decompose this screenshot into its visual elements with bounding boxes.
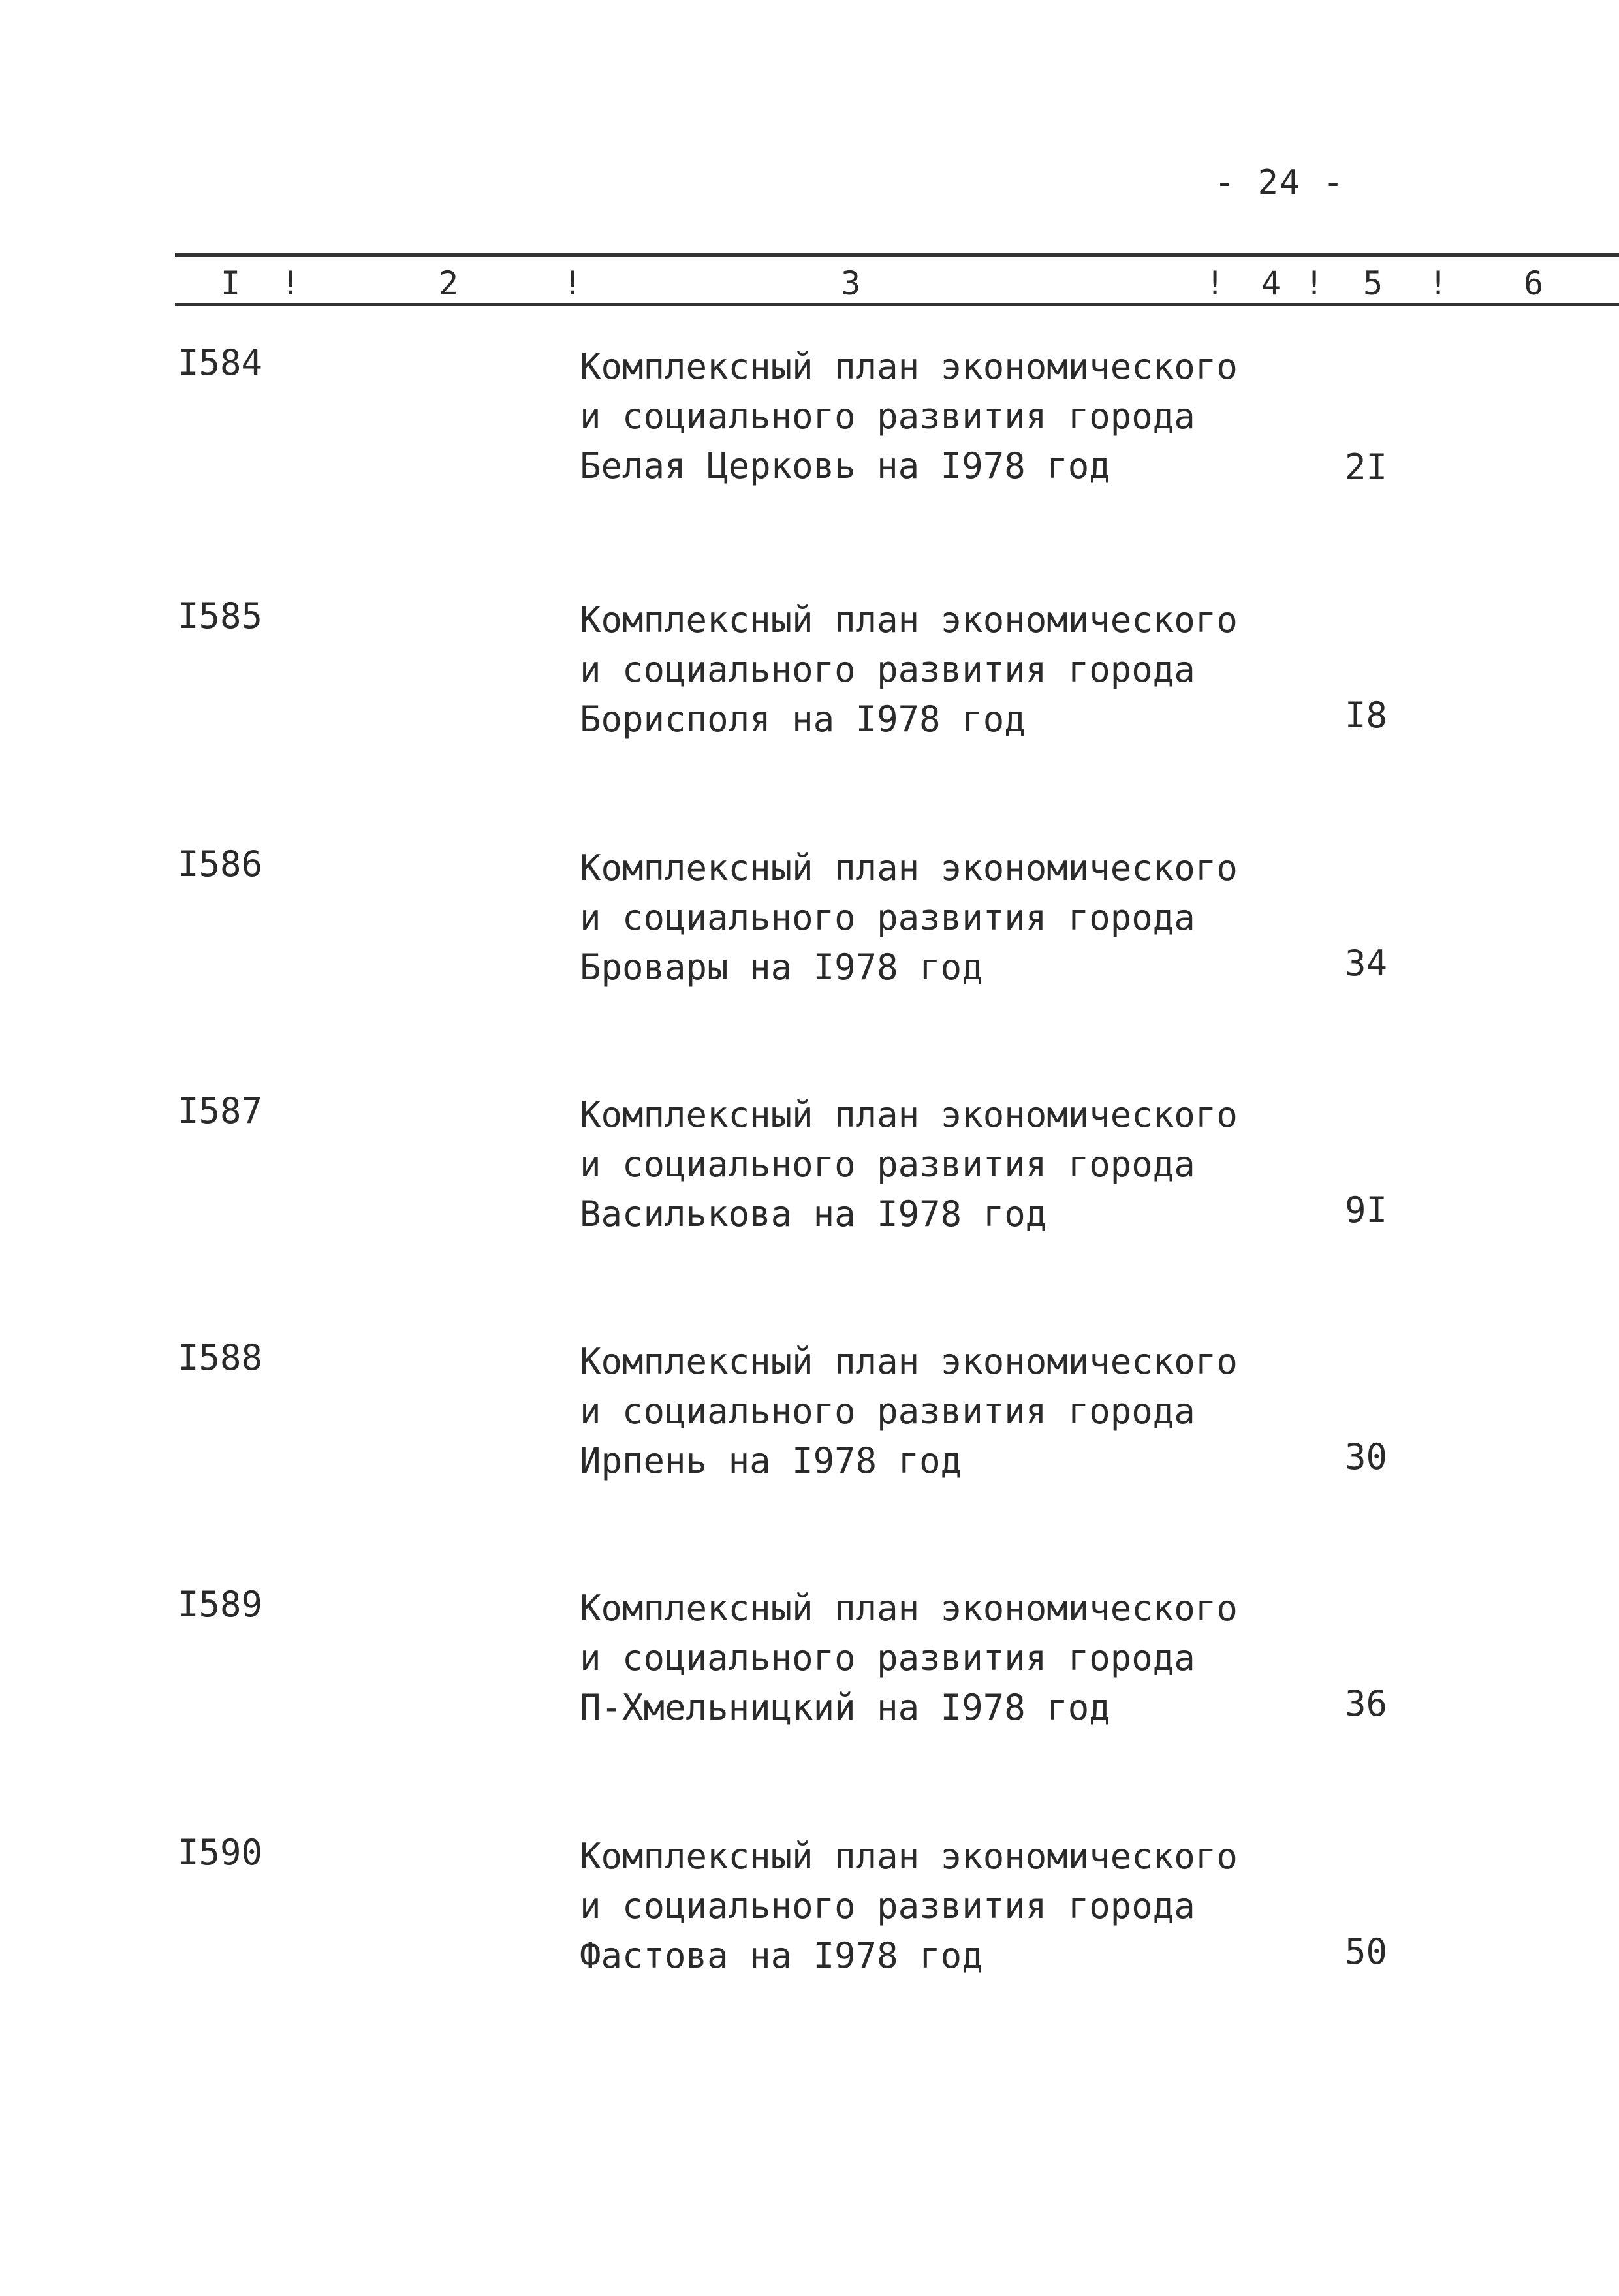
entry-number: I589	[178, 1584, 263, 1625]
header-separator: !	[281, 264, 301, 302]
entry-title-line: Комплексный план экономического	[580, 599, 1238, 640]
entry-title-line: Бровары на I978 год	[580, 947, 983, 988]
entry-sheet-count: 36	[1345, 1683, 1388, 1724]
header-separator: !	[1304, 264, 1325, 302]
header-col-5: 5	[1363, 264, 1383, 302]
entry-title-line: Комплексный план экономического	[580, 1588, 1238, 1629]
entry-title	[580, 342, 1238, 491]
entry-number: I584	[178, 342, 263, 383]
entry-title-line: и социального развития города	[580, 897, 1195, 938]
entry-number: I590	[178, 1832, 263, 1873]
entry-title-line: Комплексный план экономического	[580, 346, 1238, 387]
header-separator: !	[1428, 264, 1449, 302]
header-separator: !	[1205, 264, 1225, 302]
entry-title	[580, 1832, 1238, 1981]
header-col-6: 6	[1524, 264, 1544, 302]
entry-sheet-count: I8	[1345, 695, 1388, 736]
table-header-bottom-rule	[175, 303, 1619, 306]
entry-title-line: и социального развития города	[580, 1637, 1195, 1678]
entry-title-line: и социального развития города	[580, 396, 1195, 437]
header-col-2: 2	[439, 264, 459, 302]
table-top-rule	[175, 253, 1619, 257]
entry-number: I586	[178, 843, 263, 885]
entry-title-line: Василькова на I978 год	[580, 1193, 1047, 1234]
entry-number: I585	[178, 595, 263, 637]
entry-title-line: Фастова на I978 год	[580, 1935, 983, 1976]
entry-title-line: Белая Церковь на I978 год	[580, 445, 1110, 486]
entry-title-line: Ирпень на I978 год	[580, 1440, 962, 1481]
entry-sheet-count: 9I	[1345, 1189, 1388, 1231]
entry-title	[580, 595, 1238, 744]
entry-title-line: Комплексный план экономического	[580, 847, 1238, 889]
entry-title-line: Комплексный план экономического	[580, 1836, 1238, 1877]
entry-title-line: и социального развития города	[580, 1144, 1195, 1185]
entry-title-line: Комплексный план экономического	[580, 1094, 1238, 1135]
entry-title	[580, 1584, 1238, 1733]
entry-sheet-count: 50	[1345, 1931, 1388, 1972]
entry-number: I588	[178, 1337, 263, 1378]
entry-number: I587	[178, 1090, 263, 1131]
entry-sheet-count: 34	[1345, 943, 1388, 984]
entry-title-line: и социального развития города	[580, 1885, 1195, 1926]
entry-title-line: и социального развития города	[580, 1391, 1195, 1432]
entry-sheet-count: 2I	[1345, 447, 1388, 488]
page-number: - 24 -	[1214, 163, 1345, 202]
entry-title-line: и социального развития города	[580, 649, 1195, 690]
header-separator: !	[563, 264, 583, 302]
entry-title	[580, 1090, 1238, 1239]
entry-title	[580, 843, 1238, 992]
entry-sheet-count: 30	[1345, 1436, 1388, 1477]
entry-title-line: Комплексный план экономического	[580, 1341, 1238, 1382]
entry-title-line: П-Хмельницкий на I978 год	[580, 1687, 1110, 1728]
header-col-1: I	[221, 264, 241, 302]
entry-title	[580, 1337, 1238, 1486]
header-col-4: 4	[1261, 264, 1281, 302]
header-col-3: 3	[841, 264, 861, 302]
table-header-row	[0, 264, 1619, 302]
entry-title-line: Борисполя на I978 год	[580, 699, 1026, 740]
